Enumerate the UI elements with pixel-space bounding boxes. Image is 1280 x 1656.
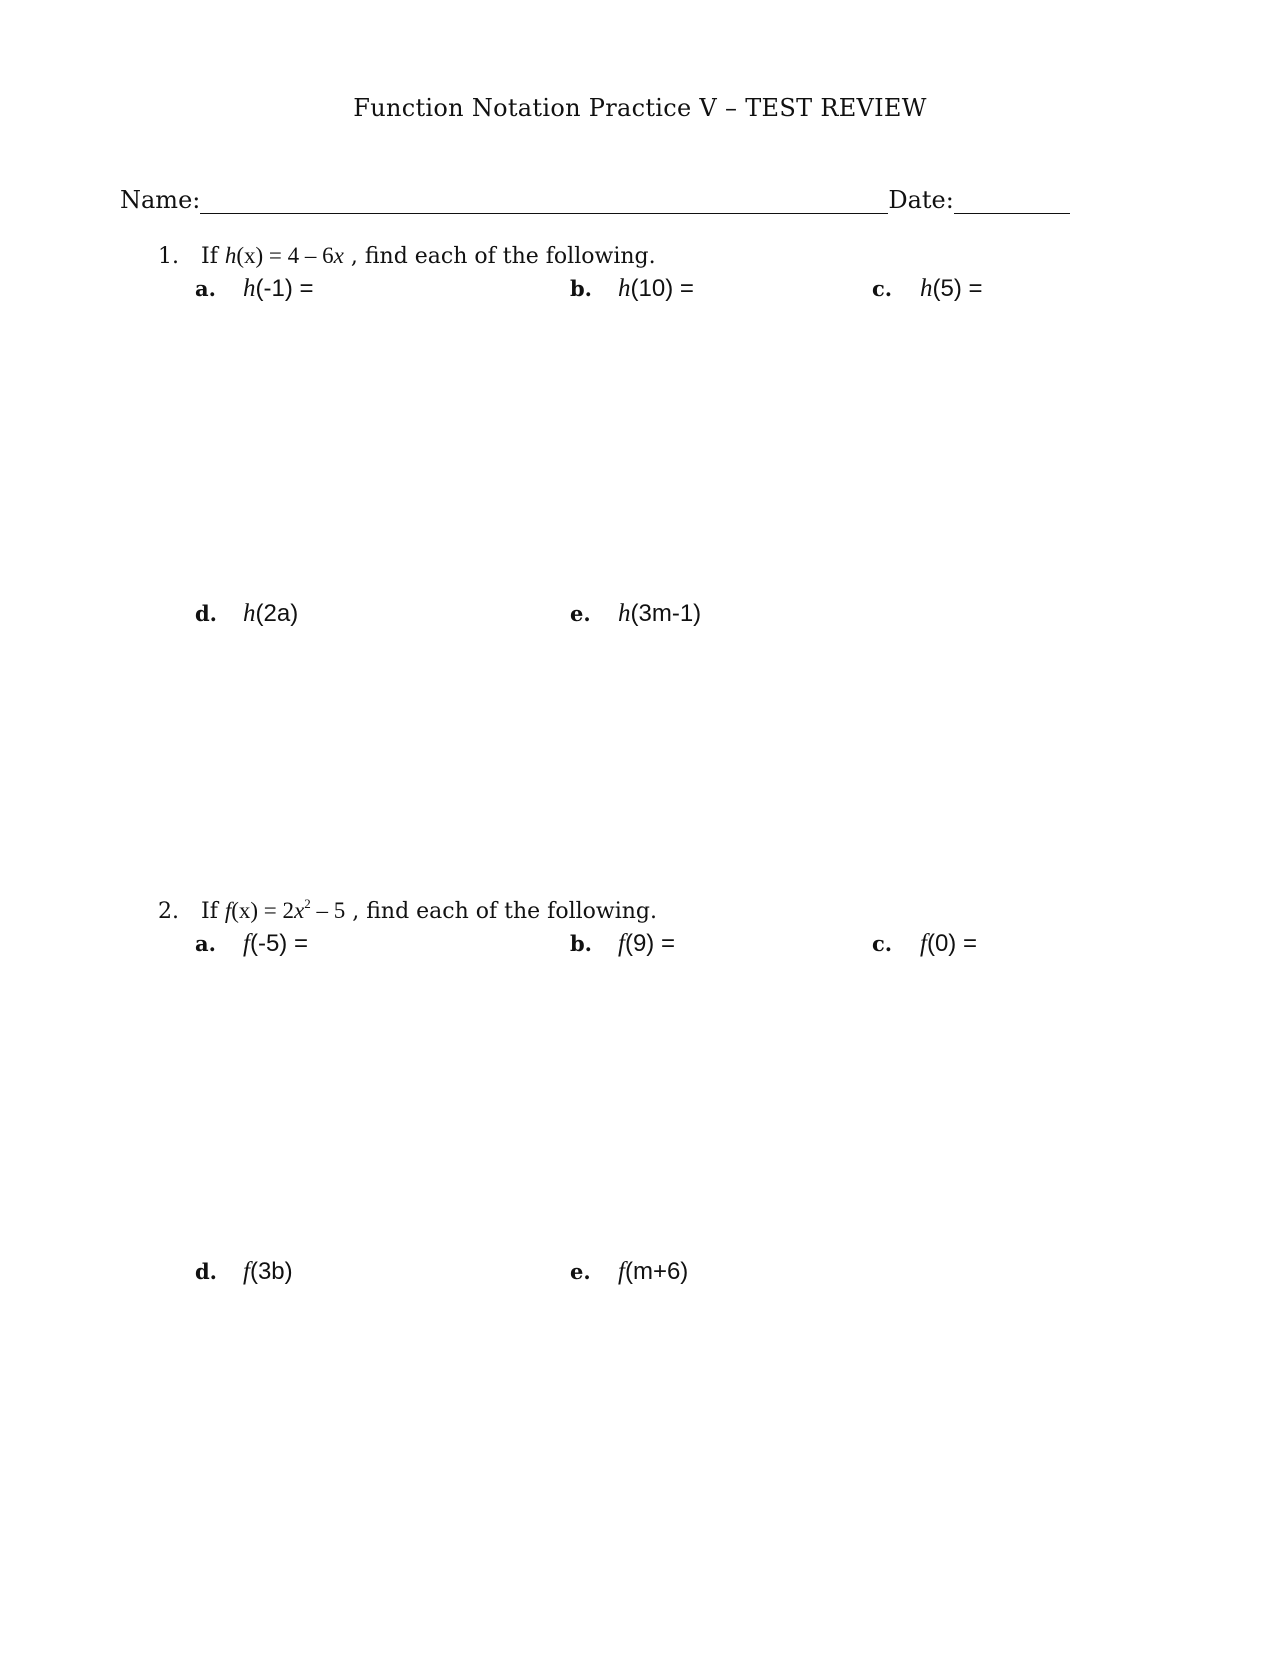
part-expression: [618, 275, 694, 303]
part-letter: d.: [195, 601, 217, 626]
function-name: f: [243, 1258, 250, 1285]
question-2: [158, 898, 657, 924]
part-letter: c.: [872, 276, 893, 301]
question-1: [158, 243, 656, 269]
function-argument: (-5) =: [249, 930, 308, 957]
part-letter: a.: [195, 931, 216, 956]
date-label: Date:: [888, 186, 954, 214]
function-variable: x: [333, 243, 344, 268]
part-2e: [570, 1258, 688, 1286]
question-suffix: , find each of the following.: [352, 899, 657, 924]
part-1a: [195, 275, 314, 303]
function-name: h: [243, 600, 256, 627]
part-expression: [243, 1258, 293, 1286]
part-expression: [618, 600, 701, 628]
function-argument: (2a): [255, 600, 299, 627]
part-expression: [243, 275, 314, 303]
question-suffix: , find each of the following.: [350, 244, 656, 269]
part-letter: b.: [570, 931, 592, 956]
function-argument: (3m-1): [630, 600, 702, 627]
function-argument: (10) =: [630, 275, 694, 302]
function-exponent: 2: [304, 896, 311, 911]
function-argument: (m+6): [624, 1258, 689, 1285]
part-1b: [570, 275, 694, 303]
part-letter: c.: [872, 931, 893, 956]
function-argument: (5) =: [932, 275, 983, 302]
part-expression: [243, 930, 308, 958]
part-expression: [920, 275, 983, 303]
function-variable: x: [294, 898, 305, 923]
name-date-line: [120, 184, 1070, 214]
function-name: h: [920, 275, 933, 302]
name-blank[interactable]: [200, 189, 888, 214]
question-number: 1.: [158, 244, 179, 269]
part-2c: [872, 930, 977, 958]
function-name: h: [243, 275, 256, 302]
part-1e: [570, 600, 701, 628]
part-letter: e.: [570, 601, 591, 626]
function-argument: (-1) =: [255, 275, 314, 302]
function-definition: [225, 243, 344, 268]
function-argument: (9) =: [624, 930, 675, 957]
part-letter: a.: [195, 276, 216, 301]
function-definition: [225, 898, 345, 923]
function-name: f: [224, 898, 232, 923]
function-rule-start: (x) = 2: [231, 898, 295, 923]
function-name: f: [618, 1258, 625, 1285]
function-name: h: [618, 275, 631, 302]
date-blank[interactable]: [954, 189, 1070, 214]
part-expression: [243, 600, 298, 628]
function-name: f: [243, 930, 250, 957]
function-rule: (x) = 4 – 6: [236, 243, 334, 268]
name-label: Name:: [120, 186, 201, 214]
part-letter: e.: [570, 1259, 591, 1284]
part-letter: b.: [570, 276, 592, 301]
function-rule-end: – 5: [310, 898, 346, 923]
part-1d: [195, 600, 298, 628]
part-expression: [920, 930, 977, 958]
function-name: f: [618, 930, 625, 957]
question-prefix: If: [201, 899, 218, 924]
function-name: h: [618, 600, 631, 627]
part-2a: [195, 930, 308, 958]
question-number: 2.: [158, 899, 179, 924]
part-1c: [872, 275, 983, 303]
part-2d: [195, 1258, 293, 1286]
function-name: h: [224, 243, 237, 268]
function-argument: (0) =: [926, 930, 977, 957]
function-name: f: [920, 930, 927, 957]
part-2b: [570, 930, 675, 958]
question-prefix: If: [201, 244, 218, 269]
part-expression: [618, 1258, 688, 1286]
part-letter: d.: [195, 1259, 217, 1284]
function-argument: (3b): [249, 1258, 293, 1285]
part-expression: [618, 930, 675, 958]
page-title: Function Notation Practice V – TEST REVIEW: [353, 94, 927, 122]
